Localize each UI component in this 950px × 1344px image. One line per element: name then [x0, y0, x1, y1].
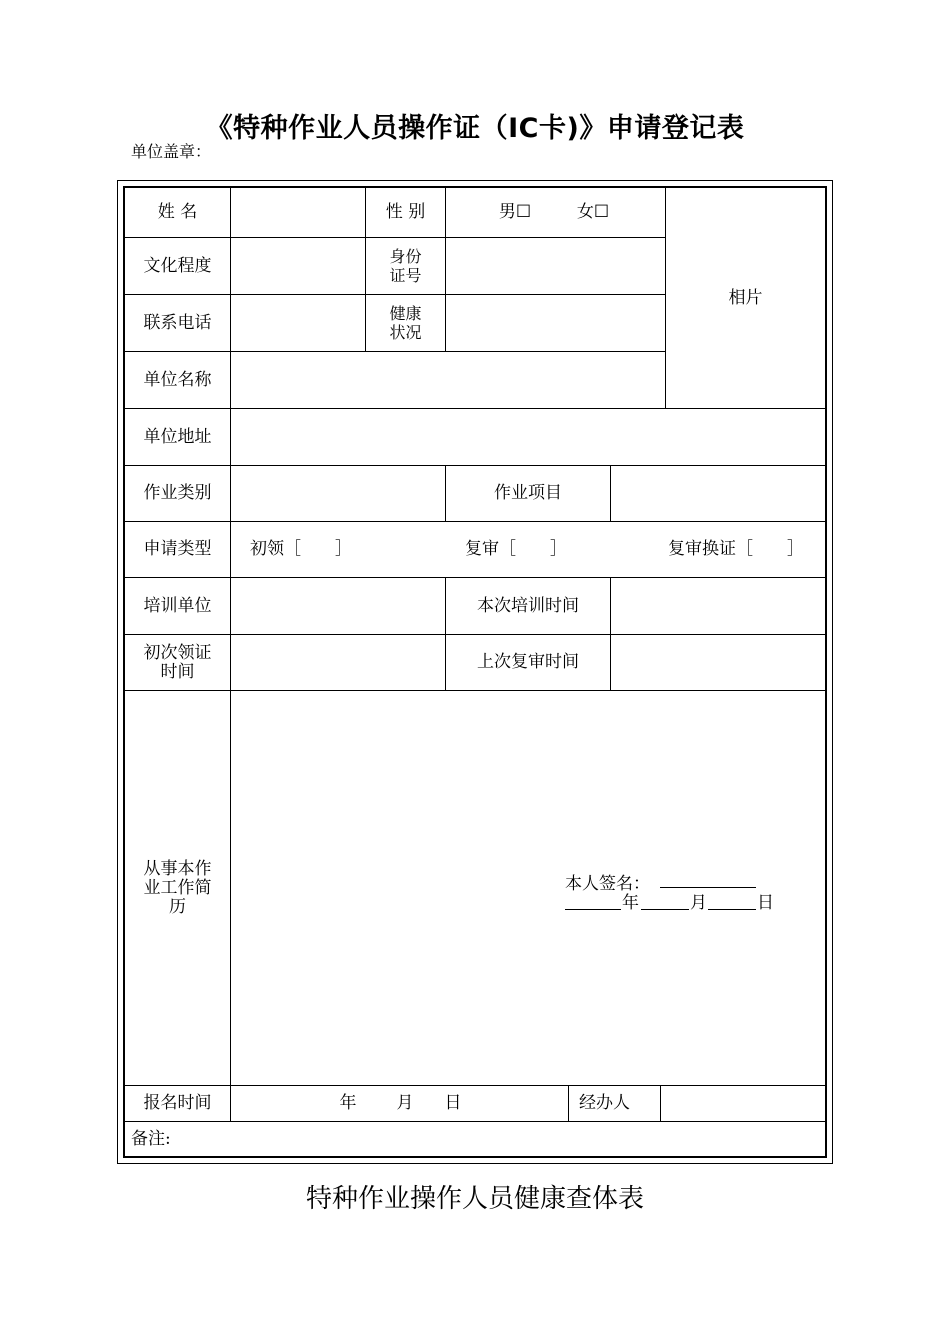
sign-day-line[interactable]	[708, 909, 756, 910]
health-label-line1: 健康	[389, 304, 422, 323]
handler-label: 经办人	[579, 1093, 630, 1113]
unit-seal-label: 单位盖章：	[131, 142, 212, 161]
form-title: 《特种作业人员操作证（IC卡)》申请登记表	[205, 113, 745, 144]
work-item-label: 作业项目	[494, 483, 562, 503]
id-number-label-line1: 身份	[389, 247, 422, 266]
unit-name-field[interactable]	[231, 352, 665, 408]
register-year-label: 年	[339, 1093, 357, 1113]
sign-day-label: 日	[757, 893, 774, 913]
first-cert-label-line1: 初次领证	[143, 642, 212, 663]
health-field[interactable]	[446, 295, 665, 351]
work-history-label	[125, 691, 230, 1085]
training-time-label: 本次培训时间	[477, 595, 579, 616]
training-unit-label: 培训单位	[143, 595, 212, 616]
phone-label: 联系电话	[143, 312, 212, 333]
work-item-field[interactable]	[611, 466, 825, 521]
last-review-label: 上次复审时间	[477, 652, 579, 672]
name-field[interactable]	[231, 188, 365, 237]
apply-review-option[interactable]: 复审［ ］	[465, 539, 567, 559]
name-label: 姓 名	[157, 202, 198, 222]
remark-label: 备注:	[131, 1128, 171, 1149]
gender-female-checkbox[interactable]: 女☐	[576, 202, 610, 222]
health-check-title: 特种作业操作人员健康查体表	[305, 1184, 644, 1214]
apply-renew-option[interactable]: 复审换证［ ］	[668, 539, 804, 559]
work-category-field[interactable]	[231, 466, 445, 521]
work-history-label-line1: 从事本作	[143, 858, 212, 879]
work-history-label-line2: 业工作简	[143, 877, 212, 898]
apply-type-label: 申请类型	[143, 539, 212, 559]
work-history-label-line3: 历	[169, 896, 186, 917]
work-history-field[interactable]	[231, 691, 825, 1085]
register-day-label: 日	[444, 1093, 462, 1113]
photo-box[interactable]	[666, 188, 825, 408]
sign-year-label: 年	[622, 893, 639, 913]
id-number-field[interactable]	[446, 238, 665, 294]
last-review-field[interactable]	[611, 635, 825, 690]
gender-label: 性 别	[385, 202, 426, 222]
apply-first-option[interactable]: 初领［ ］	[250, 539, 352, 559]
health-label-line2: 状况	[389, 323, 422, 342]
register-month-label: 月	[396, 1093, 414, 1113]
register-time-label: 报名时间	[143, 1093, 212, 1113]
gender-male-checkbox[interactable]: 男☐	[498, 202, 532, 222]
first-cert-label-line2: 时间	[160, 661, 195, 682]
health-label	[366, 295, 445, 351]
first-cert-time-label	[125, 635, 230, 690]
training-time-field[interactable]	[611, 578, 825, 634]
training-unit-field[interactable]	[231, 578, 445, 634]
sign-year-line[interactable]	[565, 909, 621, 910]
first-cert-time-field[interactable]	[231, 635, 445, 690]
education-label: 文化程度	[143, 255, 212, 276]
handler-field[interactable]	[661, 1086, 825, 1121]
education-field[interactable]	[231, 238, 365, 294]
id-number-label	[366, 238, 445, 294]
unit-address-label: 单位地址	[143, 426, 212, 447]
phone-field[interactable]	[231, 295, 365, 351]
photo-label: 相片	[728, 287, 763, 308]
signature-line[interactable]	[660, 887, 756, 888]
id-number-label-line2: 证号	[389, 266, 422, 285]
sign-month-line[interactable]	[641, 909, 689, 910]
unit-address-field[interactable]	[231, 409, 825, 465]
signature-label: 本人签名：	[565, 874, 650, 894]
sign-month-label: 月	[690, 893, 707, 913]
work-category-label: 作业类别	[143, 483, 212, 503]
unit-name-label: 单位名称	[143, 369, 212, 390]
